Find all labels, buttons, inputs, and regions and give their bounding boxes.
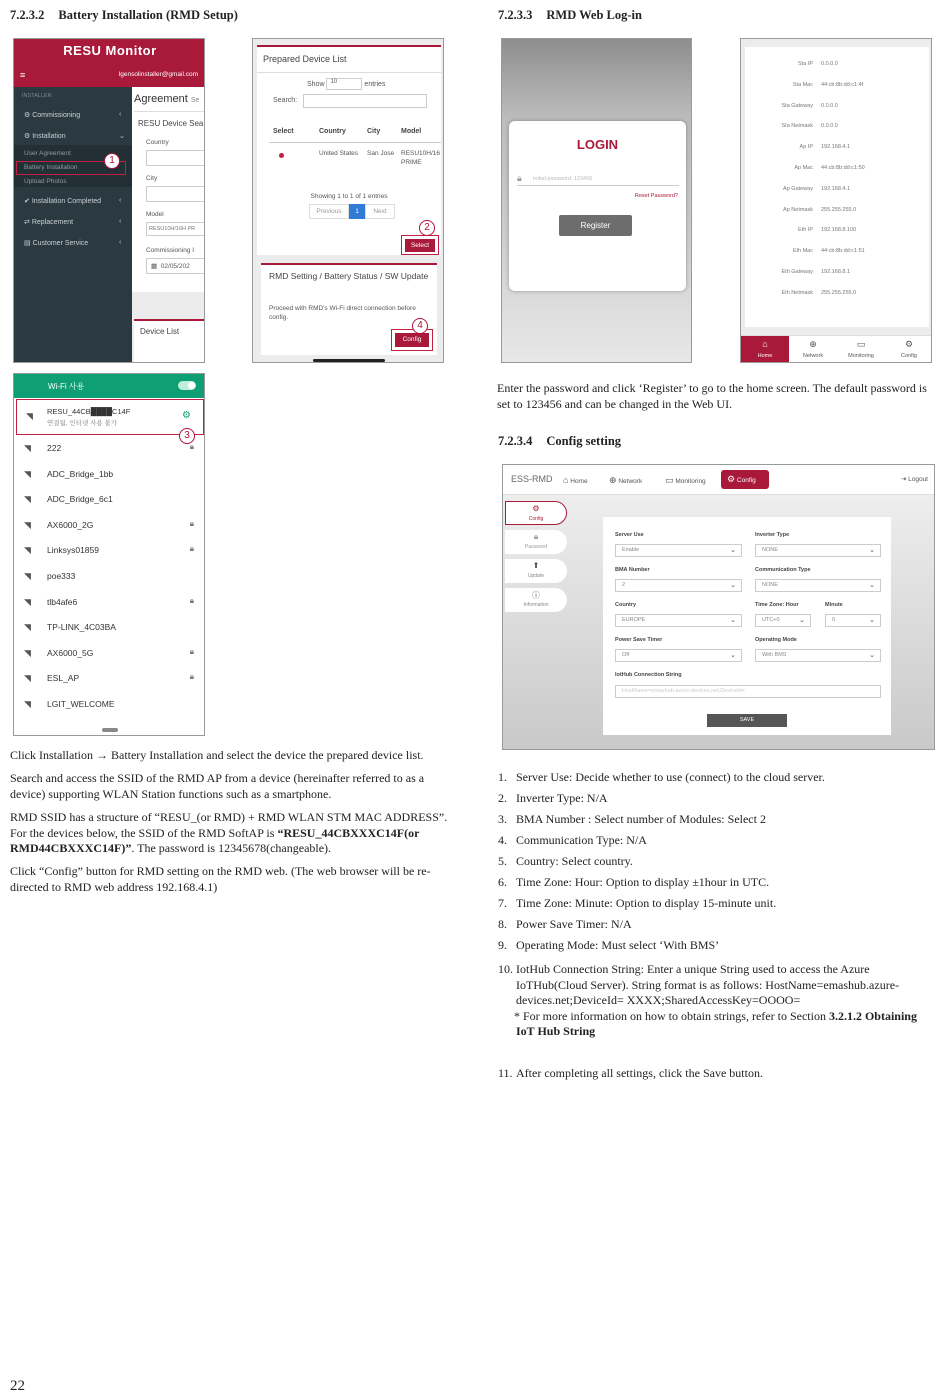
lock-icon: 🔒︎ [189,672,194,682]
login-screenshot [501,38,692,363]
server-use-label: Server Use [615,532,644,538]
wifi-icon: ◥ [24,596,31,607]
previous-button[interactable]: Previous [309,204,349,219]
wifi-icon: ◥ [24,699,31,709]
user-email: lgensolinstaller@gmail.com [118,71,198,78]
minute-select[interactable]: 0 ⌄ [825,614,881,627]
col-city[interactable]: City [367,128,381,135]
wifi-network-item[interactable]: ◥ Linksys01859 🔒︎ [24,544,194,556]
network-icon: ⊕ [809,339,817,349]
monitor-icon: ▭ [665,475,674,485]
gear-icon: ⚙ [532,504,540,513]
wifi-icon: ◥ [26,411,33,421]
password-input[interactable]: Initial password: 123456 [533,176,593,182]
agreement-title: Agreement Se [134,93,200,105]
tab-home[interactable]: ⌂ Home [741,336,789,363]
wifi-toggle[interactable] [178,381,196,390]
reset-password-link[interactable]: Reset Password? [634,193,678,199]
lock-icon: 🔒︎ [189,595,194,605]
iothub-label: IotHub Connection String [615,672,682,678]
chevron-down-icon: ⌄ [799,617,805,624]
info-icon: ⓘ [532,591,540,600]
tz-hour-select[interactable]: UTC+0 ⌄ [755,614,811,627]
resu-title: RESU Monitor [63,43,157,58]
row-model: RESU10H/16 PRIME [401,150,441,166]
tab-network[interactable]: ⊕ Network [789,336,837,363]
config-screenshot [502,464,935,750]
wifi-icon: ◥ [24,622,31,633]
server-use-select[interactable]: Enable ⌄ [615,544,742,557]
lock-icon: 🔒︎ [517,173,522,183]
city-field[interactable] [146,186,205,202]
device-search-title: RESU Device Sea [138,119,204,128]
config-item-10: 10. IotHub Connection String: Enter a unique String used to access the Azure IoTHub(Cloud Server). String format is as follows: HostName=emashub.azure-devices.net;DeviceId= XXXX;SharedAccessKey=OOOO= * For more information on how to obtain strings, refer to Section 3.2.1.2 Obtaining IoT Hub String [498,962,917,1038]
chevron-down-icon: ⌄ [730,582,736,589]
home-icon: ⌂ [563,475,569,485]
badge-3: 3 [179,428,195,444]
rmd-setting-panel [261,263,437,355]
wifi-network-item[interactable]: ◥ TP-LINK_4C03BA [24,622,116,633]
bma-number-select[interactable]: 2 ⌄ [615,579,742,592]
show-entries: Show 10 entries [307,78,385,90]
wifi-icon: ◥ [24,545,31,556]
search-label: Search: [273,97,298,104]
col-select[interactable]: Select [273,128,294,135]
status-screenshot [740,38,932,363]
inverter-type-select[interactable]: NONE ⌄ [755,544,881,557]
sidebar-header: INSTALLER [22,93,52,99]
model-label: Model [146,211,164,218]
side-information[interactable]: ⓘ Information [505,588,567,612]
chevron-down-icon: ⌄ [869,652,875,659]
country-label: Country [615,602,637,608]
config-item: 7. Time Zone: Minute: Option to display 15-minute unit. [498,896,777,910]
section-heading-7-2-3-3: 7.2.3.3 RMD Web Log-in [498,8,642,22]
minute-label: Minute [825,602,843,608]
device-list-title: Device List [140,327,180,336]
config-form [603,517,891,735]
badge-4: 4 [412,318,428,334]
resu-monitor-screenshot [13,38,205,363]
side-config[interactable]: ⚙ Config [505,501,567,525]
section-heading-7-2-3-2: 7.2.3.2 Battery Installation (RMD Setup) [10,8,238,22]
register-button[interactable]: Register [559,215,632,236]
nav-customer-service[interactable]: ▤ Customer Service ‹ [24,239,122,247]
monitor-icon: ▭ [856,339,866,349]
prepared-device-list-screenshot [252,38,444,363]
city-label: City [146,175,158,182]
instruction-p3: RMD SSID has a structure of “RESU_(or RMD) + RMD WLAN STM MAC ADDRESS”. For the devices below, the SSID of the RMD SoftAP is “RESU_44CBXXXC14F(or RMD44CBXXXC14F)”. The password is 12345678(changeable). [10,810,448,855]
config-item: 8. Power Save Timer: N/A [498,917,632,931]
power-save-label: Power Save Timer [615,637,663,643]
chevron-down-icon: ⌄ [869,617,875,624]
lock-icon: 🔒︎ [189,442,194,451]
logout-button[interactable]: ⇥ Logout [900,476,928,483]
wifi-network-item[interactable]: ◥ ESL_AP 🔒︎ [24,672,194,684]
country-field[interactable] [146,150,205,166]
nav-commissioning[interactable]: ⚙ Commissioning ‹ [24,111,122,119]
wifi-network-item[interactable]: ◥ ADC_Bridge_6c1 [24,494,113,505]
login-title: LOGIN [576,137,619,152]
page-number: 22 [10,1378,25,1394]
power-save-select[interactable]: Off ⌄ [615,649,742,662]
entries-select[interactable]: 10 [326,78,362,90]
resu-network-highlight [16,399,204,435]
showing-entries: Showing 1 to 1 of 1 entries [310,193,388,200]
nav-upload-photos[interactable]: Upload Photos [24,178,67,185]
login-card [509,121,686,291]
scroll-indicator [102,728,118,732]
wifi-icon: ◥ [24,673,31,684]
section-heading-7-2-3-4: 7.2.3.4 Config setting [498,434,622,448]
row-country: United States [319,150,359,157]
login-instructions: Enter the password and click ‘Register’ to go to the home screen. The default password is set to 123456 and can be changed in the Web UI. [497,381,927,411]
network-settings-gear-icon[interactable]: ⚙ [182,410,191,421]
config-item: 5. Country: Select country. [498,854,633,868]
side-password[interactable]: 🔒︎ Password [505,530,567,554]
lock-icon: 🔒︎ [189,518,194,528]
nav-installation[interactable]: ⚙ Installation ⌄ [24,133,125,140]
lock-icon: 🔒︎ [189,544,194,554]
config-item: 9. Operating Mode: Must select ‘With BMS’ [498,938,720,952]
chevron-down-icon: ⌄ [730,617,736,624]
config-button[interactable]: Config [395,333,429,347]
wifi-network-item[interactable]: ◥ ADC_Bridge_1bb [24,468,114,479]
select-button[interactable]: Select [405,239,435,252]
instruction-p4: Click “Config” button for RMD setting on the RMD web. (The web browser will be re-directed to RMD web address 192.168.4.1) [10,864,431,894]
nav-replacement[interactable]: ⇄ Replacement ‹ [24,218,122,226]
instruction-p2: Search and access the SSID of the RMD AP from a device (hereinafter referred to as a device) supporting WLAN Station functions such as a smartphone. [10,771,425,801]
chevron-down-icon: ⌄ [730,652,736,659]
wifi-icon: ◥ [24,647,31,658]
resu-sidebar [14,87,132,363]
chevron-down-icon: ⌄ [869,582,875,589]
save-button[interactable]: SAVE [707,714,787,727]
nav-user-agreement[interactable]: User Agreement [24,150,71,157]
country-label: Country [146,139,169,146]
wifi-icon: ◥ [24,571,31,581]
col-country[interactable]: Country [319,128,346,135]
config-brand: ESS-RMD [511,474,553,484]
config-items-list [498,770,938,959]
wifi-network-item[interactable]: ◥ poe333 [24,571,76,581]
resu-network-name[interactable]: RESU_44CB████C14F [47,407,131,416]
resu-network-status: 연결됨, 인터넷 사용 불가 [47,420,118,427]
wifi-icon: ◥ [24,443,31,453]
next-button[interactable]: Next [365,204,395,219]
badge-2: 2 [419,220,435,236]
wifi-network-item[interactable]: ◥ AX6000_2G 🔒︎ [24,518,194,530]
inverter-type-label: Inverter Type [755,532,790,538]
wifi-icon: ◥ [24,519,31,530]
resu-header [14,39,205,87]
cfg-tab-monitoring[interactable]: ▭ Monitoring [665,475,706,485]
side-update[interactable]: ⬆ Update [505,559,567,583]
calendar-icon: ▦ [151,263,158,270]
search-input[interactable] [303,94,427,108]
wifi-network-item[interactable]: ◥ 222 🔒︎ [24,442,194,453]
op-mode-select[interactable]: With BMS ⌄ [755,649,881,662]
page-1-button[interactable]: 1 [349,204,365,219]
wifi-header-label: Wi-Fi 사용 [48,382,85,391]
home-indicator [313,359,385,362]
chevron-down-icon: ⌄ [730,547,736,554]
config-item: 3. BMA Number : Select number of Modules: Select 2 [498,812,766,826]
cfg-tab-network[interactable]: ⊕ Network [609,475,643,485]
op-mode-label: Operating Mode [755,637,797,643]
chevron-down-icon: ⌄ [869,547,875,554]
cfg-tab-home[interactable]: ⌂ Home [563,475,588,485]
wifi-header [14,374,205,398]
prepared-list-panel [257,45,441,255]
config-item: 6. Time Zone: Hour: Option to display ±1hour in UTC. [498,875,770,889]
bma-number-label: BMA Number [615,567,650,573]
config-item: 2. Inverter Type: N/A [498,791,608,805]
config-topbar [503,465,935,495]
instruction-p1: Click Installation → Battery Installation and select the device the prepared device list. [10,748,424,762]
row-radio[interactable] [279,153,284,158]
rmd-setting-title: RMD Setting / Battery Status / SW Update [269,271,429,281]
logout-icon: ⇥ [900,476,907,483]
badge-1: 1 [104,153,120,169]
status-tabbar [741,335,932,363]
home-icon: ⌂ [762,339,768,349]
wifi-network-item[interactable]: ◥ AX6000_5G 🔒︎ [24,646,194,658]
nav-battery-installation[interactable]: Battery Installation [24,164,78,171]
iothub-input[interactable]: HostName=emashub.azure-devices.net;DeviceId= [615,685,881,698]
col-model[interactable]: Model [401,128,422,135]
wifi-icon: ◥ [24,468,31,479]
rmd-setting-text: Proceed with RMD's Wi-Fi direct connection before config. [269,305,416,321]
gear-icon: ⚙ [904,339,914,349]
model-field[interactable]: RESU10H/16H PR [146,222,205,236]
status-panel: Sta IP 0.0.0.0 Sta Mac 44:cb:8b:dd:c1:4f Sta Gateway 0.0.0.0 Sta Netmask 0.0.0.0 Ap IP 192.168.4.1 Ap Mac 44:cb:8b:dd:c1:50 Ap Gateway 192.168.4.1 Ap Netmask 255.255.255.0 Eth IP 192.168.8.100 Eth Mac 44:cb:8b:dd:c1:51 Eth Gateway 192.168.8.1 Eth Netmask 255.255.255.0 [745,47,929,327]
date-field[interactable]: ▦ 02/05/202 [146,258,205,274]
config-item-11: 11. After completing all settings, click the Save button. [498,1066,763,1080]
lock-icon: 🔒︎ [189,646,194,656]
config-item: 4. Communication Type: N/A [498,833,647,847]
tab-monitoring[interactable]: ▭ Monitoring [837,336,885,363]
commissioning-label: Commissioning I [146,247,195,254]
country-select[interactable]: EUROPE ⌄ [615,614,742,627]
menu-icon[interactable]: ≡ [20,70,26,80]
row-city: San Jose [367,150,395,157]
gear-icon: ⚙ [727,474,736,484]
wifi-icon: ◥ [24,494,31,505]
prepared-list-title: Prepared Device List [263,54,347,64]
cfg-tab-config[interactable]: ⚙ Config [721,470,769,489]
network-icon: ⊕ [609,475,617,485]
comm-type-select[interactable]: NONE ⌄ [755,579,881,592]
wifi-list-screenshot [13,373,205,736]
tab-config[interactable]: ⚙ Config [885,336,932,363]
nav-installation-completed[interactable]: ✔ Installation Completed ‹ [24,197,122,205]
resu-content [132,87,205,363]
wifi-network-item[interactable]: ◥ LGIT_WELCOME [24,699,115,709]
lock-icon: 🔒︎ [533,532,539,541]
update-icon: ⬆ [532,561,540,570]
comm-type-label: Communication Type [755,567,811,573]
wifi-network-item[interactable]: ◥ tlb4afe6 🔒︎ [24,595,194,607]
config-item: 1. Server Use: Decide whether to use (connect) to the cloud server. [498,770,825,784]
tz-hour-label: Time Zone: Hour [755,602,799,608]
